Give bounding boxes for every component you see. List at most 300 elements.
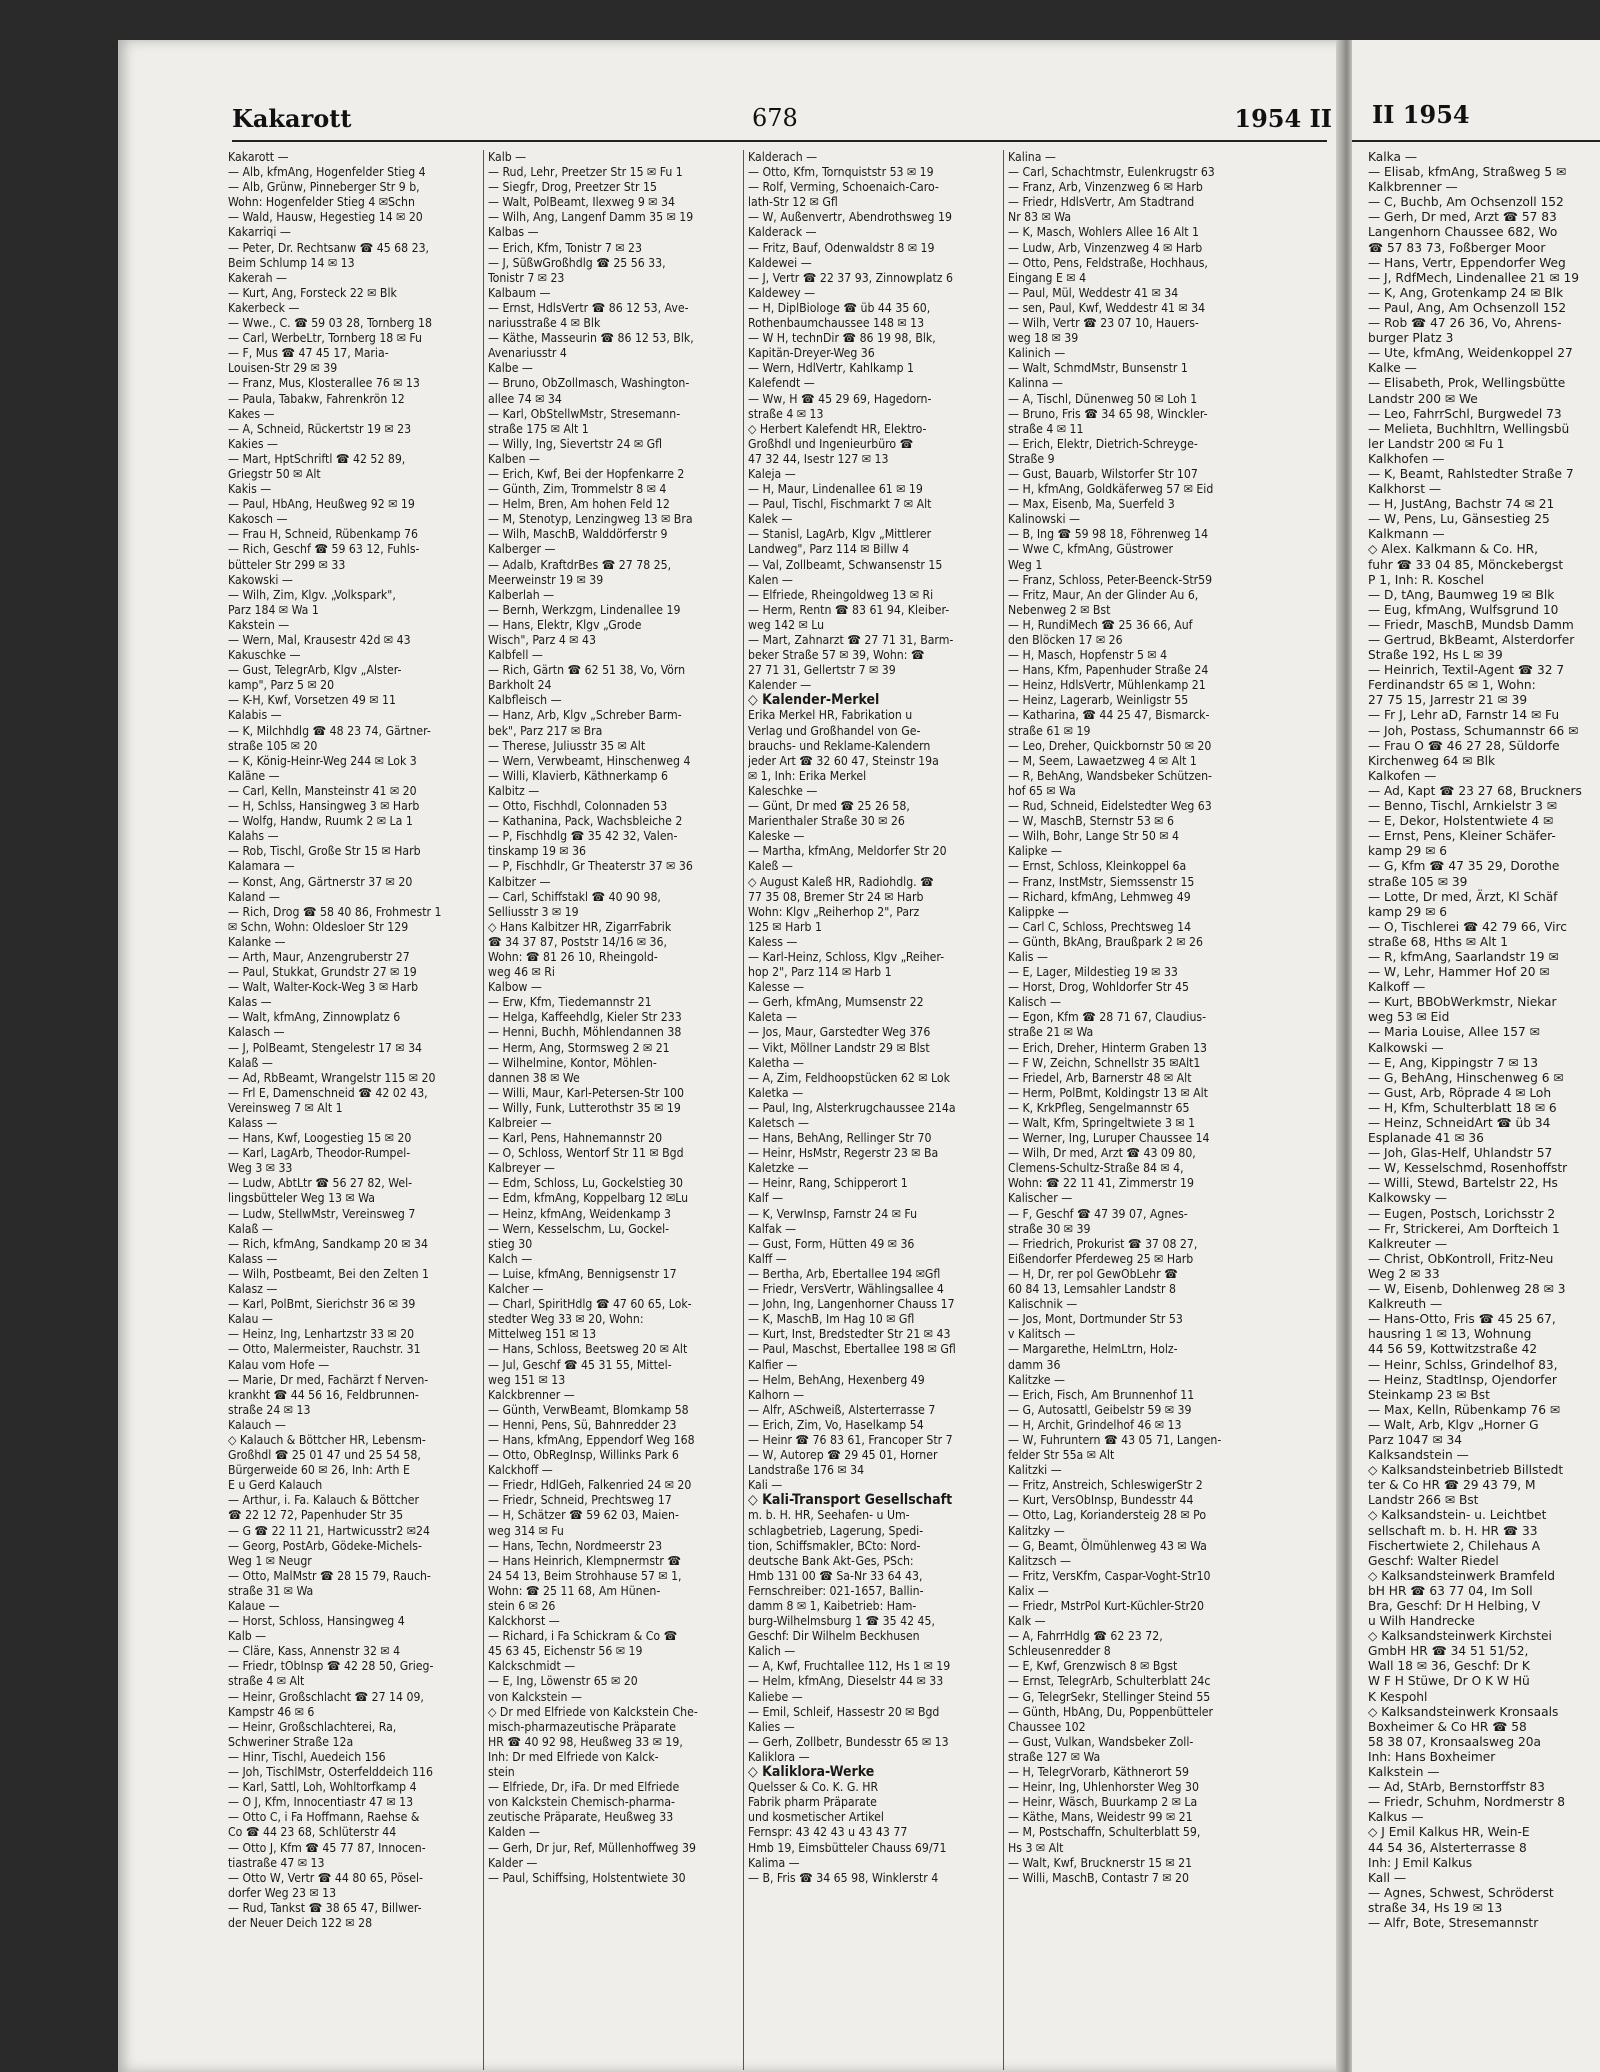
directory-entry-line: — Gust, Form, Hütten 49 ✉ 36 <box>748 1236 915 1251</box>
directory-entry-line: Großhdl und Ingenieurbüro ☎ <box>748 436 914 451</box>
directory-entry-line: — Heinz, Ing, Lenhartzstr 33 ✉ 20 <box>228 1327 415 1342</box>
directory-entry-line: Landstr 266 ✉ Bst <box>1368 1493 1479 1508</box>
directory-entry-line: 125 ✉ Harb 1 <box>748 919 822 934</box>
directory-entry-line: Kalbfell — <box>488 648 543 663</box>
directory-entry-line: Selliusstr 3 ✉ 19 <box>488 904 579 919</box>
directory-entry-line: stein 6 ✉ 26 <box>488 1599 556 1613</box>
directory-entry-line: — Wern, Verwbeamt, Hinschenweg 4 <box>488 753 691 768</box>
directory-entry-line: — Paul, Tischl, Fischmarkt 7 ✉ Alt <box>748 497 932 512</box>
directory-entry-line: — Gust, TelegrArb, Klgv „Alster- <box>228 663 402 678</box>
directory-entry-line: — Paul, Schiffsing, Holstentwiete 30 <box>488 1870 686 1885</box>
directory-entry-line: — Gertrud, BkBeamt, Alsterdorfer <box>1368 633 1575 647</box>
directory-entry-line: Kaleja — <box>748 466 796 481</box>
directory-entry-line: — Friedr, HdlsVertr, Am Stadtrand <box>1008 195 1195 210</box>
directory-entry-line: 60 84 13, Lemsahler Landstr 8 <box>1008 1282 1176 1297</box>
directory-entry-line: — A, Schneid, Rückertstr 19 ✉ 23 <box>228 421 412 436</box>
directory-entry-line: straße 24 ✉ 13 <box>228 1402 311 1417</box>
directory-entry-line: — Walt, Kfm, Springeltwiete 3 ✉ 1 <box>1008 1116 1196 1130</box>
directory-entry-line: — Joh, Postass, Schumannstr 66 ✉ <box>1368 723 1579 738</box>
directory-entry-line: Kalies — <box>748 1719 795 1734</box>
directory-entry-line: — Gerh, Zollbetr, Bundesstr 65 ✉ 13 <box>748 1734 949 1749</box>
directory-entry-line: Kalden — <box>488 1825 540 1840</box>
facing-column <box>1368 150 1600 2050</box>
directory-entry-line: — Friedr, MstrPol Kurt-Küchler-Str20 <box>1008 1599 1204 1613</box>
directory-entry-line: — Christ, ObKontroll, Fritz-Neu <box>1368 1251 1554 1266</box>
column-2 <box>488 150 744 2070</box>
directory-entry-line: — Egon, Kfm ☎ 28 71 67, Claudius- <box>1008 1010 1207 1025</box>
directory-entry-line: Kalkhorst — <box>1368 482 1442 497</box>
directory-entry-line: kamp 29 ✉ 6 <box>1368 844 1448 859</box>
directory-entry-line: Fernschreiber: 021-1657, Ballin- <box>748 1583 924 1598</box>
directory-entry-line: — Rich, Geschf ☎ 59 63 12, Fuhls- <box>228 542 420 557</box>
directory-entry-line: — C, Buchb, Am Ochsenzoll 152 <box>1368 195 1564 210</box>
directory-entry-line: Kalka — <box>1368 150 1418 164</box>
directory-entry-line: — Günth, VerwBeamt, Blomkamp 58 <box>488 1402 689 1417</box>
directory-entry-line: — J, SüßwGroßhdlg ☎ 25 56 33, <box>488 255 666 270</box>
directory-entry-line: — H, Schlss, Hansingweg 3 ✉ Harb <box>228 799 420 814</box>
directory-entry-line: — G, Beamt, Ölmühlenweg 43 ✉ Wa <box>1008 1538 1207 1553</box>
directory-entry-line: — Karl, Pens, Hahnemannstr 20 <box>488 1131 663 1146</box>
directory-entry-line: Kalff — <box>748 1251 787 1266</box>
directory-entry-line: — Alb, kfmAng, Hogenfelder Stieg 4 <box>228 165 426 180</box>
directory-entry-line: Kaletka — <box>748 1085 804 1100</box>
directory-entry-line: brauchs- und Reklame-Kalendern <box>748 738 931 753</box>
directory-entry-line: — Bertha, Arb, Ebertallee 194 ✉Gfl <box>748 1266 941 1281</box>
directory-entry-line: — Otto W, Vertr ☎ 44 80 65, Pösel- <box>228 1870 424 1885</box>
directory-entry-line: — Ernst, HdlsVertr ☎ 86 12 53, Ave- <box>488 300 689 315</box>
directory-entry-line: — P, Fischhdlr, Gr Theaterstr 37 ✉ 36 <box>488 859 693 874</box>
directory-entry-line: burg-Wilhelmsburg 1 ☎ 35 42 45, <box>748 1614 935 1629</box>
directory-entry-line: — Leo, FahrrSchl, Burgwedel 73 <box>1368 406 1562 421</box>
directory-entry-line: — Wern, Mal, Krausestr 42d ✉ 43 <box>228 633 411 647</box>
directory-entry-line: — Fr, Strickerei, Am Dorfteich 1 <box>1368 1221 1560 1236</box>
directory-entry-line: Kalauch — <box>228 1417 286 1432</box>
directory-entry-line: Kalahs — <box>228 829 279 844</box>
directory-entry-line: — Walt, PolBeamt, Ilexweg 9 ✉ 34 <box>488 195 675 210</box>
directory-entry-line: Landstraße 176 ✉ 34 <box>748 1463 865 1478</box>
directory-entry-line: Inh: Hans Boxheimer <box>1368 1749 1496 1764</box>
directory-entry-line: — Benno, Tischl, Arnkielstr 3 ✉ <box>1368 799 1557 814</box>
directory-entry-line: — Rolf, Verming, Schoenaich-Caro- <box>748 180 939 195</box>
directory-entry-line: — Mart, HptSchriftl ☎ 42 52 89, <box>228 451 406 466</box>
directory-entry-line: ◇ Kalksandsteinbetrieb Billstedt <box>1368 1463 1564 1478</box>
column-3 <box>748 150 1004 2070</box>
directory-entry-line: Chaussee 102 <box>1008 1719 1086 1734</box>
directory-entry-line: Straße 9 <box>1008 451 1055 466</box>
directory-entry-line: Kaldewei — <box>748 255 812 270</box>
directory-entry-line: — Rob, Tischl, Große Str 15 ✉ Harb <box>228 844 421 859</box>
directory-entry-line: — Wilh, Postbeamt, Bei den Zelten 1 <box>228 1266 429 1281</box>
directory-entry-line: — K, Milchhdlg ☎ 48 23 74, Gärtner- <box>228 723 431 738</box>
directory-entry-line: 27 75 15, Jarrestr 21 ✉ 39 <box>1368 693 1528 708</box>
directory-entry-line: — Karl, ObStellwMstr, Stresemann- <box>488 406 681 421</box>
directory-entry-line: 44 56 59, Kottwitzstraße 42 <box>1368 1342 1538 1357</box>
directory-entry-line: — Lotte, Dr med, Ärzt, Kl Schäf <box>1368 889 1558 904</box>
directory-entry-line: Kalke — <box>1368 361 1417 376</box>
directory-entry-line: — Elisab, kfmAng, Straßweg 5 ✉ <box>1368 165 1567 180</box>
directory-entry-line: tiastraße 47 ✉ 13 <box>228 1855 325 1870</box>
page-number: 678 <box>752 104 798 132</box>
directory-entry-line: — Otto, Lag, Koriandersteig 28 ✉ Po <box>1008 1508 1207 1523</box>
directory-entry-line: — K-H, Kwf, Vorsetzen 49 ✉ 11 <box>228 693 397 708</box>
directory-entry-line: Kapitän-Dreyer-Weg 36 <box>748 346 875 361</box>
directory-entry-line: — K, Beamt, Rahlstedter Straße 7 <box>1368 466 1574 481</box>
directory-entry-line: — F, Geschf ☎ 47 39 07, Agnes- <box>1008 1206 1188 1221</box>
directory-entry-line: — Eug, kfmAng, Wulfsgrund 10 <box>1368 602 1559 617</box>
directory-entry-line: — Friedr, Schneid, Prechtsweg 17 <box>488 1493 672 1508</box>
directory-entry-line: Steinkamp 23 ✉ Bst <box>1368 1387 1490 1402</box>
directory-entry-line: Kalkofen — <box>1368 768 1437 783</box>
directory-entry-line: Kalich — <box>748 1644 796 1659</box>
directory-entry-line: deutsche Bank Akt-Ges, PSch: <box>748 1553 914 1568</box>
directory-entry-line: — Heinr, Wäsch, Buurkamp 2 ✉ La <box>1008 1795 1198 1810</box>
directory-entry-line: — Fritz, VersKfm, Caspar-Voght-Str10 <box>1008 1568 1211 1583</box>
directory-entry-line: Kalau vom Hofe — <box>228 1357 330 1372</box>
directory-entry-line: Kalckschmidt — <box>488 1659 576 1674</box>
directory-entry-line: — Rich, Drog ☎ 58 40 86, Frohmestr 1 <box>228 904 442 919</box>
directory-entry-line: Kakowski — <box>228 572 293 587</box>
directory-entry-line: Kaleske — <box>748 829 805 844</box>
directory-entry-line: — Fritz, Anstreich, SchleswigerStr 2 <box>1008 1478 1203 1493</box>
directory-entry-line: — G, Kfm ☎ 47 35 29, Dorothe <box>1368 859 1560 874</box>
directory-entry-line: — Willi, MaschB, Contastr 7 ✉ 20 <box>1008 1870 1189 1885</box>
directory-entry-line: — sen, Paul, Kwf, Weddestr 41 ✉ 34 <box>1008 300 1206 315</box>
directory-entry-line: Großhdl ☎ 25 01 47 und 25 54 58, <box>228 1448 421 1463</box>
directory-entry-line: Eißendorfer Pferdeweg 25 ✉ Harb <box>1008 1251 1194 1266</box>
directory-entry-line: — Bruno, ObZollmasch, Washington- <box>488 376 690 391</box>
directory-entry-line: ◇ Kaliklora-Werke <box>748 1764 875 1781</box>
directory-entry-line: — Ad, Kapt ☎ 23 27 68, Bruckners <box>1368 783 1582 798</box>
directory-entry-line: Kaldewey — <box>748 285 816 300</box>
directory-entry-line: zeutische Präparate, Heußweg 33 <box>488 1810 674 1825</box>
directory-entry-line: GmbH HR ☎ 34 51 51/52, <box>1368 1644 1529 1659</box>
directory-entry-line: — Jul, Geschf ☎ 45 31 55, Mittel- <box>488 1357 672 1372</box>
directory-entry-line: — Erich, Kfm, Tonistr 7 ✉ 23 <box>488 240 642 255</box>
directory-entry-line: Bra, Geschf: Dr H Helbing, V <box>1368 1599 1541 1613</box>
directory-entry-line: K Kespohl <box>1368 1689 1428 1704</box>
directory-entry-line: — Paul, Mül, Weddestr 41 ✉ 34 <box>1008 285 1179 300</box>
directory-entry-line: ◇ Kalksandsteinwerk Kirchstei <box>1368 1629 1552 1644</box>
directory-entry-line: Kalas — <box>228 995 272 1010</box>
directory-entry-line: Kalb — <box>488 150 527 164</box>
directory-entry-line: — Ludw, Arb, Vinzenzweg 4 ✉ Harb <box>1008 240 1203 255</box>
directory-entry-line: — Friedrich, Prokurist ☎ 37 08 27, <box>1008 1236 1198 1251</box>
directory-entry-line: Kaletzke — <box>748 1161 809 1176</box>
directory-entry-line: straße 4 ✉ Alt <box>228 1674 305 1689</box>
directory-entry-line: Kalderach — <box>748 150 818 164</box>
directory-entry-line: nariusstraße 4 ✉ Blk <box>488 316 601 331</box>
directory-entry-line: Landstr 200 ✉ We <box>1368 391 1478 406</box>
directory-entry-line: Bürgerweide 60 ✉ 26, Inh: Arth E <box>228 1463 410 1478</box>
directory-entry-line: — Gerh, kfmAng, Mumsenstr 22 <box>748 995 924 1010</box>
directory-entry-line: — Werner, Ing, Luruper Chaussee 14 <box>1008 1131 1210 1146</box>
directory-entry-line: — Walt, Walter-Kock-Weg 3 ✉ Harb <box>228 980 419 995</box>
directory-entry-line: — Günt, Dr med ☎ 25 26 58, <box>748 799 910 814</box>
directory-entry-line: — G, Autosattl, Geibelstr 59 ✉ 39 <box>1008 1402 1192 1417</box>
directory-entry-line: — Ad, StArb, Bernstorffstr 83 <box>1368 1780 1545 1795</box>
directory-entry-line: Kalbe — <box>488 361 533 376</box>
directory-entry-line: Kalek — <box>748 512 793 527</box>
directory-entry-line: — Günth, BkAng, Braußpark 2 ✉ 26 <box>1008 934 1203 949</box>
directory-entry-line: Kalberlah — <box>488 587 555 602</box>
directory-entry-line: damm 8 ✉ 1, Kaibetrieb: Ham- <box>748 1599 917 1613</box>
directory-entry-line: Kalbitz — <box>488 783 540 798</box>
directory-entry-line: Kaliklora — <box>748 1749 810 1764</box>
directory-entry-line: lingsbütteler Weg 13 ✉ Wa <box>228 1191 375 1206</box>
directory-entry-line: — Jos, Maur, Garstedter Weg 376 <box>748 1025 931 1040</box>
directory-entry-line: — Wilhelmine, Kontor, Möhlen- <box>488 1055 657 1070</box>
directory-entry-line: beker Straße 57 ✉ 39, Wohn: ☎ <box>748 648 925 663</box>
directory-entry-line: Griegstr 50 ✉ Alt <box>228 466 321 481</box>
directory-entry-line: Rothenbaumchaussee 148 ✉ 13 <box>748 316 925 331</box>
directory-entry-line: — Henni, Buchh, Möhlendannen 38 <box>488 1025 682 1040</box>
directory-entry-line: Kalbfleisch — <box>488 693 562 708</box>
directory-entry-line: E u Gerd Kalauch <box>228 1478 323 1493</box>
directory-entry-line: — M, Postschaffn, Schulterblatt 59, <box>1008 1825 1201 1840</box>
directory-entry-line: Kalabis — <box>228 708 282 723</box>
directory-entry-line: hausring 1 ✉ 13, Wohnung <box>1368 1327 1532 1342</box>
directory-entry-line: Kalbow — <box>488 980 542 995</box>
directory-entry-line: Kaless — <box>748 934 798 949</box>
directory-entry-line: — Rich, Gärtn ☎ 62 51 38, Vo, Vörn <box>488 663 686 678</box>
directory-entry-line: — H, Kfm, Schulterblatt 18 ✉ 6 <box>1368 1100 1557 1115</box>
directory-entry-line: Kalbreier — <box>488 1116 552 1130</box>
directory-entry-line: — Karl-Heinz, Schloss, Klgv „Reiher- <box>748 949 945 964</box>
directory-entry-line: Schleusenredder 8 <box>1008 1644 1111 1659</box>
directory-entry-line: — Kathanina, Pack, Wachsbleiche 2 <box>488 814 683 829</box>
directory-entry-line: — Rob ☎ 47 26 36, Vo, Ahrens- <box>1368 316 1562 331</box>
directory-entry-line: — Wwe., C. ☎ 59 03 28, Tornberg 18 <box>228 316 432 331</box>
directory-entry-line: Kalkbrenner — <box>1368 180 1458 195</box>
directory-entry-line: — Friedr, VersVertr, Wählingsallee 4 <box>748 1282 944 1297</box>
directory-entry-line: — Franz, InstMstr, Siemssenstr 15 <box>1008 874 1195 889</box>
directory-entry-line: Kalckhorst — <box>488 1614 560 1629</box>
directory-entry-line: — Walt, SchmdMstr, Bunsenstr 1 <box>1008 361 1188 376</box>
directory-entry-line: — Otto, MalMstr ☎ 28 15 79, Rauch- <box>228 1568 431 1583</box>
directory-entry-line: Kalender — <box>748 678 812 693</box>
directory-entry-line: — Ludw, StellwMstr, Vereinsweg 7 <box>228 1206 416 1221</box>
directory-entry-line: — Heinr, Rang, Schipperort 1 <box>748 1176 908 1191</box>
directory-entry-line: Wohn: ☎ 81 26 10, Rheingold- <box>488 949 658 964</box>
directory-entry-line: — Helga, Kaffeehdlg, Kieler Str 233 <box>488 1010 682 1025</box>
directory-entry-line: stieg 30 <box>488 1236 533 1251</box>
directory-entry-line: — Heinz, Lagerarb, Weinligstr 55 <box>1008 693 1189 708</box>
directory-entry-line: Barkholt 24 <box>488 678 552 693</box>
directory-entry-line: — W, MaschB, Sternstr 53 ✉ 6 <box>1008 814 1174 829</box>
directory-entry-line: — Herm, Ang, Stormsweg 2 ✉ 21 <box>488 1040 670 1055</box>
directory-entry-line: Kaliebe — <box>748 1689 803 1704</box>
directory-entry-line: — B, Ing ☎ 59 98 18, Föhrenweg 14 <box>1008 527 1209 542</box>
directory-entry-line: — Helm, BehAng, Hexenberg 49 <box>748 1372 925 1387</box>
directory-entry-line: — Peter, Dr. Rechtsanw ☎ 45 68 23, <box>228 240 430 255</box>
directory-entry-line: — Wilh, Zim, Klgv. „Volkspark", <box>228 587 396 602</box>
directory-entry-line: Kakies — <box>228 436 278 451</box>
directory-entry-line: — M, Seem, Lawaetzweg 4 ✉ Alt 1 <box>1008 753 1197 768</box>
directory-entry-line: — Horst, Drog, Wohldorfer Str 45 <box>1008 980 1189 995</box>
directory-entry-line: — Heinr, HsMstr, Regerstr 23 ✉ Ba <box>748 1146 939 1161</box>
directory-entry-line: — Therese, Juliusstr 35 ✉ Alt <box>488 738 646 753</box>
directory-entry-line: dorfer Weg 23 ✉ 13 <box>228 1885 337 1900</box>
directory-entry-line: Kalass — <box>228 1251 278 1266</box>
directory-entry-line: — Rich, kfmAng, Sandkamp 20 ✉ 34 <box>228 1236 428 1251</box>
directory-entry-line: — Kurt, VersObInsp, Bundesstr 44 <box>1008 1493 1194 1508</box>
directory-entry-line: — Rud, Tankst ☎ 38 65 47, Billwer- <box>228 1900 422 1915</box>
directory-entry-line: ◇ Alex. Kalkmann & Co. HR, <box>1368 542 1538 557</box>
directory-entry-line: — G ☎ 22 11 21, Hartwicusstr2 ✉24 <box>228 1523 430 1538</box>
directory-entry-line: — Erich, Kwf, Bei der Hopfenkarre 2 <box>488 466 685 481</box>
directory-entry-line: Wohn: ☎ 22 11 41, Zimmerstr 19 <box>1008 1176 1194 1191</box>
directory-entry-line: Marienthaler Straße 30 ✉ 26 <box>748 814 905 829</box>
directory-entry-line: — Joh, TischlMstr, Osterfelddeich 116 <box>228 1765 433 1780</box>
directory-entry-line: — H, Maur, Lindenallee 61 ✉ 19 <box>748 482 923 497</box>
directory-entry-line: Kalkhofen — <box>1368 451 1445 466</box>
directory-entry-line: Kaleschke — <box>748 783 818 798</box>
directory-entry-line: — Richard, kfmAng, Lehmweg 49 <box>1008 889 1191 904</box>
directory-entry-line: kamp", Parz 5 ✉ 20 <box>228 678 335 693</box>
directory-entry-line: Kalima — <box>748 1855 800 1870</box>
directory-entry-line: — Vikt, Möllner Landstr 29 ✉ Blst <box>748 1040 930 1055</box>
directory-entry-line: ler Landstr 200 ✉ Fu 1 <box>1368 436 1505 451</box>
directory-entry-line: 24 54 13, Beim Strohhause 57 ✉ 1, <box>488 1568 682 1583</box>
directory-entry-line: — Erw, Kfm, Tiedemannstr 21 <box>488 995 652 1010</box>
directory-entry-line: Wisch", Parz 4 ✉ 43 <box>488 633 596 647</box>
directory-entry-line: — E, Dekor, Holstentwiete 4 ✉ <box>1368 814 1554 829</box>
directory-entry-line: — Walt, Arb, Klgv „Horner G <box>1368 1417 1539 1432</box>
directory-entry-line: — K, MaschB, Im Hag 10 ✉ Gfl <box>748 1312 915 1327</box>
directory-entry-line: Kakarott — <box>228 150 289 164</box>
directory-entry-line: — Konst, Ang, Gärtnerstr 37 ✉ 20 <box>228 874 413 889</box>
directory-entry-line: — Heinr, Schlss, Grindelhof 83, <box>1368 1357 1558 1372</box>
directory-entry-line: Kalitzki — <box>1008 1463 1062 1478</box>
directory-entry-line: — F, Mus ☎ 47 45 17, Maria- <box>228 346 389 361</box>
directory-entry-line: — H, Archit, Grindelhof 46 ✉ 13 <box>1008 1417 1182 1432</box>
directory-entry-line: lath-Str 12 ✉ Gfl <box>748 195 838 210</box>
directory-entry-line: — Franz, Arb, Vinzenzweg 6 ✉ Harb <box>1008 180 1203 195</box>
directory-entry-line: — Otto, Fischhdl, Colonnaden 53 <box>488 799 668 814</box>
directory-entry-line: Wohn: Klgv „Reiherhop 2", Parz <box>748 904 920 919</box>
directory-entry-line: hof 65 ✉ Wa <box>1008 783 1076 798</box>
directory-entry-line: — Charl, SpiritHdlg ☎ 47 60 65, Lok- <box>488 1297 692 1312</box>
directory-entry-line: Weg 1 <box>1008 557 1043 572</box>
directory-entry-line: Kalefendt — <box>748 376 815 391</box>
directory-entry-line: sellschaft m. b. H. HR ☎ 33 <box>1368 1523 1538 1538</box>
directory-entry-line: — Günth, Zim, Trommelstr 8 ✉ 4 <box>488 482 667 497</box>
directory-entry-line: straße 30 ✉ 39 <box>1008 1221 1091 1236</box>
running-head: Kakarott <box>232 104 352 133</box>
directory-entry-line: — Gerh, Dr jur, Ref, Müllenhoffweg 39 <box>488 1840 696 1855</box>
directory-entry-line: — Wilh, Vertr ☎ 23 07 10, Hauers- <box>1008 316 1199 331</box>
directory-entry-line: — W H, technDir ☎ 86 19 98, Blk, <box>748 331 936 346</box>
directory-entry-line: — Franz, Mus, Klosterallee 76 ✉ 13 <box>228 376 420 391</box>
directory-entry-line: — Hans, Schloss, Beetsweg 20 ✉ Alt <box>488 1342 688 1357</box>
directory-entry-line: bütteler Str 299 ✉ 33 <box>228 557 346 572</box>
directory-entry-line: straße 105 ✉ 39 <box>1368 874 1468 889</box>
directory-entry-line: Kalb — <box>228 1629 267 1644</box>
directory-entry-line: — Hans-Otto, Fris ☎ 45 25 67, <box>1368 1312 1556 1327</box>
directory-entry-line: Fabrik pharm Präparate <box>748 1795 877 1810</box>
directory-entry-line: Kalckbrenner — <box>488 1387 575 1402</box>
directory-entry-line: — Gust, Arb, Röprade 4 ✉ Loh <box>1368 1085 1552 1100</box>
directory-entry-line: Kalder — <box>488 1855 538 1870</box>
directory-entry-line: Kalhorn — <box>748 1387 805 1402</box>
directory-entry-line: ◇ J Emil Kalkus HR, Wein-E <box>1368 1825 1530 1840</box>
directory-entry-line: Kakerah — <box>228 270 287 285</box>
directory-entry-line: — Gust, Vulkan, Wandsbeker Zoll- <box>1008 1734 1194 1749</box>
directory-entry-line: Geschf: Walter Riedel <box>1368 1553 1499 1568</box>
directory-entry-line: — Ute, kfmAng, Weidenkoppel 27 <box>1368 346 1573 361</box>
directory-entry-line: — E, Kwf, Grenzwisch 8 ✉ Bgst <box>1008 1659 1178 1674</box>
directory-entry-line: Eingang E ✉ 4 <box>1008 270 1087 285</box>
directory-entry-line: — E, Ing, Löwenstr 65 ✉ 20 <box>488 1674 638 1689</box>
directory-entry-line: straße 61 ✉ 19 <box>1008 723 1091 738</box>
directory-entry-line: — W, Pens, Lu, Gänsestieg 25 <box>1368 512 1550 527</box>
directory-entry-line: schlagbetrieb, Lagerung, Spedi- <box>748 1523 924 1538</box>
directory-entry-line: straße 34, Hs 19 ✉ 13 <box>1368 1900 1503 1915</box>
directory-entry-line: felder Str 55a ✉ Alt <box>1008 1448 1115 1463</box>
directory-entry-line: — Herm, Rentn ☎ 83 61 94, Kleiber- <box>748 602 950 617</box>
directory-entry-line: Hmb 131 00 ☎ Sa-Nr 33 64 43, <box>748 1568 923 1583</box>
directory-entry-line: — Heinrich, Textil-Agent ☎ 32 7 <box>1368 663 1565 678</box>
directory-entry-line: Erika Merkel HR, Fabrikation u <box>748 708 913 723</box>
directory-entry-line: Fischertwiete 2, Chilehaus A <box>1368 1538 1541 1553</box>
directory-entry-line: weg 53 ✉ Eid <box>1368 1010 1450 1025</box>
directory-entry-line: — J, PolBeamt, Stengelestr 17 ✉ 34 <box>228 1040 423 1055</box>
directory-entry-line: und kosmetischer Artikel <box>748 1810 884 1825</box>
directory-entry-line: — Carl, Schachtmstr, Eulenkrugstr 63 <box>1008 165 1215 180</box>
directory-entry-line: — Wwe C, kfmAng, Güstrower <box>1008 542 1173 557</box>
directory-entry-line: Hmb 19, Eimsbütteler Chauss 69/71 <box>748 1840 947 1855</box>
directory-entry-line: Kalkowsky — <box>1368 1191 1447 1206</box>
directory-entry-line: ◇ Kali-Transport Gesellschaft <box>748 1492 953 1509</box>
directory-entry-line: Kalasz — <box>228 1282 278 1297</box>
directory-entry-line: — Ludw, AbtLtr ☎ 56 27 82, Wel- <box>228 1176 413 1191</box>
directory-entry-line: — Hans, Elektr, Klgv „Grode <box>488 617 642 632</box>
directory-entry-line: — Melieta, Buchhltrn, Wellingsbü <box>1368 421 1570 436</box>
directory-entry-line: Kalksandstein — <box>1368 1448 1469 1463</box>
directory-entry-line: — Martha, kfmAng, Meldorfer Str 20 <box>748 844 947 859</box>
directory-entry-line: straße 21 ✉ Wa <box>1008 1025 1094 1040</box>
directory-entry-line: weg 46 ✉ Ri <box>488 965 555 980</box>
directory-entry-line: — Kurt, BBObWerkmstr, Niekar <box>1368 995 1557 1010</box>
directory-entry-line: — Otto, Pens, Feldstraße, Hochhaus, <box>1008 255 1208 270</box>
directory-entry-line: — W, Außenvertr, Abendrothsweg 19 <box>748 210 952 225</box>
directory-entry-line: — Paul, HbAng, Heußweg 92 ✉ 19 <box>228 497 415 512</box>
directory-entry-line: Clemens-Schultz-Straße 84 ✉ 4, <box>1008 1161 1184 1176</box>
directory-entry-line: — Georg, PostArb, Gödeke-Michels- <box>228 1538 422 1553</box>
directory-entry-line: straße 68, Hths ✉ Alt 1 <box>1368 934 1509 949</box>
directory-entry-line: — Emil, Schleif, Hassestr 20 ✉ Bgd <box>748 1704 940 1719</box>
directory-entry-line: — Mart, Zahnarzt ☎ 27 71 31, Barm- <box>748 633 954 647</box>
directory-entry-line: Kalau — <box>228 1312 273 1327</box>
directory-entry-line: — W, Lehr, Hammer Hof 20 ✉ <box>1368 965 1550 980</box>
directory-entry-line: m. b. H. HR, Seehafen- u Um- <box>748 1508 910 1523</box>
directory-entry-line: Kaleß — <box>748 859 793 874</box>
directory-entry-line: — Hinr, Tischl, Auedeich 156 <box>228 1749 386 1764</box>
directory-entry-line: — O, Tischlerei ☎ 42 79 66, Virc <box>1368 919 1567 934</box>
directory-entry-line: Kakes — <box>228 406 275 421</box>
directory-entry-line: 45 63 45, Eichenstr 56 ✉ 19 <box>488 1644 643 1659</box>
directory-entry-line: — H, JustAng, Bachstr 74 ✉ 21 <box>1368 497 1555 512</box>
directory-entry-line: — Hanz, Arb, Klgv „Schreber Barm- <box>488 708 682 723</box>
directory-entry-line: — Willy, Ing, Sievertstr 24 ✉ Gfl <box>488 436 663 451</box>
directory-entry-line: — W, Eisenb, Dohlenweg 28 ✉ 3 <box>1368 1282 1566 1297</box>
directory-entry-line: — Elisabeth, Prok, Wellingsbütte <box>1368 376 1566 391</box>
directory-entry-line: 44 54 36, Alsterterrasse 8 <box>1368 1840 1527 1855</box>
directory-entry-line: Wall 18 ✉ 36, Geschf: Dr K <box>1368 1659 1530 1674</box>
directory-entry-line: Kalkmann — <box>1368 527 1445 542</box>
directory-entry-line: — Willi, Klavierb, Käthnerkamp 6 <box>488 768 668 783</box>
directory-entry-line: — John, Ing, Langenhorner Chauss 17 <box>748 1297 955 1312</box>
